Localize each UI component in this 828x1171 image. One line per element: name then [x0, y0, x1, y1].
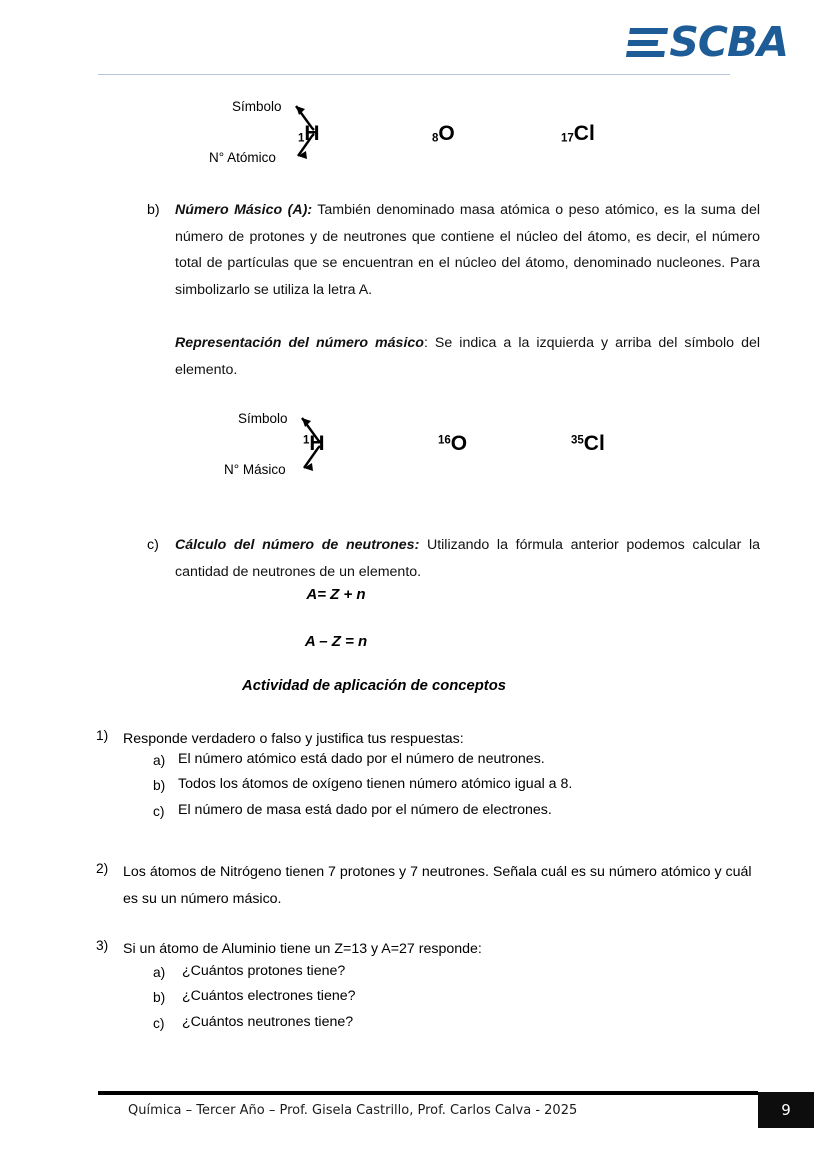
element-hydrogen-atomic	[298, 122, 320, 146]
diagram-label-symbol: Símbolo	[238, 411, 288, 426]
element-symbol: O	[438, 122, 455, 145]
subitem-text-3b: ¿Cuántos electrones tiene?	[182, 988, 356, 1004]
subitem-text-3a: ¿Cuántos protones tiene?	[182, 963, 346, 979]
footer-divider	[98, 1091, 758, 1095]
element-number: 35	[571, 434, 584, 447]
question-text-2: Los átomos de Nitrógeno tienen 7 protones y 7 neutrones. Señala cuál es su número atómico y cuál es su un número másico.	[123, 864, 752, 907]
question-marker-1: 1)	[96, 728, 109, 743]
activity-title: Actividad de aplicación de conceptos	[242, 678, 506, 694]
list-marker-b: b)	[147, 202, 160, 218]
element-chlorine-atomic	[561, 122, 595, 146]
element-chlorine-mass	[571, 432, 605, 456]
element-oxygen-atomic	[432, 122, 455, 146]
subitem-marker-1a: a)	[153, 753, 166, 768]
subitem-text-1a: El número atómico está dado por el número de neutrones.	[178, 751, 545, 767]
subitem-text-1c: El número de masa está dado por el número de electrones.	[178, 802, 552, 818]
paragraph-body: Utilizando la fórmula anterior podemos calcular la cantidad de neutrones de un elemento.	[175, 537, 760, 580]
diagram-label-symbol: Símbolo	[232, 99, 282, 114]
subitem-marker-1c: c)	[153, 804, 165, 819]
subitem-text-1b: Todos los átomos de oxígeno tienen número atómico igual a 8.	[178, 776, 573, 792]
subitem-marker-3b: b)	[153, 990, 166, 1005]
subitem-marker-3c: c)	[153, 1016, 165, 1031]
footer-text: Química – Tercer Año – Prof. Gisela Castrillo, Prof. Carlos Calva - 2025	[128, 1103, 578, 1118]
list-marker-c: c)	[147, 537, 159, 553]
element-symbol: H	[304, 122, 320, 145]
paragraph-body: : Se indica a la izquierda y arriba del símbolo del elemento.	[175, 335, 761, 378]
element-number: 8	[432, 132, 439, 145]
element-oxygen-mass	[438, 432, 467, 456]
element-number: 1	[303, 434, 310, 447]
question-text-1: Responde verdadero o falso y justifica tus respuestas:	[123, 731, 464, 747]
formula-a-minus-z-equals-n: A – Z = n	[304, 633, 368, 650]
element-symbol: H	[309, 432, 325, 455]
term-representacion: Representación del número másico	[175, 335, 424, 351]
element-symbol: Cl	[583, 432, 605, 455]
paragraph-representacion	[175, 330, 760, 383]
element-number: 17	[561, 132, 574, 145]
paragraph-body: También denominado masa atómica o peso atómico, es la suma del número de protones y de neutrones que contiene el núcleo del átomo, es decir, el número total de partículas que se encuentran en el núcleo del átomo, denominado nucleones. Para simbolizarlo se utiliza la letra A.	[175, 202, 760, 298]
element-hydrogen-mass	[303, 432, 325, 456]
diagram-label-number: N° Atómico	[209, 150, 276, 165]
subitem-text-3c: ¿Cuántos neutrones tiene?	[182, 1014, 354, 1030]
paragraph-numero-masico	[175, 197, 760, 303]
element-symbol: Cl	[573, 122, 595, 145]
question-marker-3: 3)	[96, 938, 109, 953]
term-numero-masico: Número Másico (A):	[175, 202, 313, 218]
term-calculo-neutrones: Cálculo del número de neutrones:	[175, 537, 420, 553]
question-marker-2: 2)	[96, 861, 109, 876]
subitem-marker-3a: a)	[153, 965, 166, 980]
element-symbol: O	[450, 432, 468, 455]
question-text-3: Si un átomo de Aluminio tiene un Z=13 y A=27 responde:	[123, 941, 482, 957]
logo-wordmark: SCBA	[669, 18, 788, 66]
element-number: 16	[438, 434, 451, 447]
formula-a-equals-z-plus-n: A= Z + n	[306, 586, 366, 603]
element-number: 1	[298, 132, 305, 145]
diagram-label-number: N° Másico	[224, 462, 286, 477]
page-number-badge: 9	[758, 1092, 814, 1128]
subitem-marker-1b: b)	[153, 778, 166, 793]
paragraph-calculo-neutrones	[175, 532, 760, 585]
